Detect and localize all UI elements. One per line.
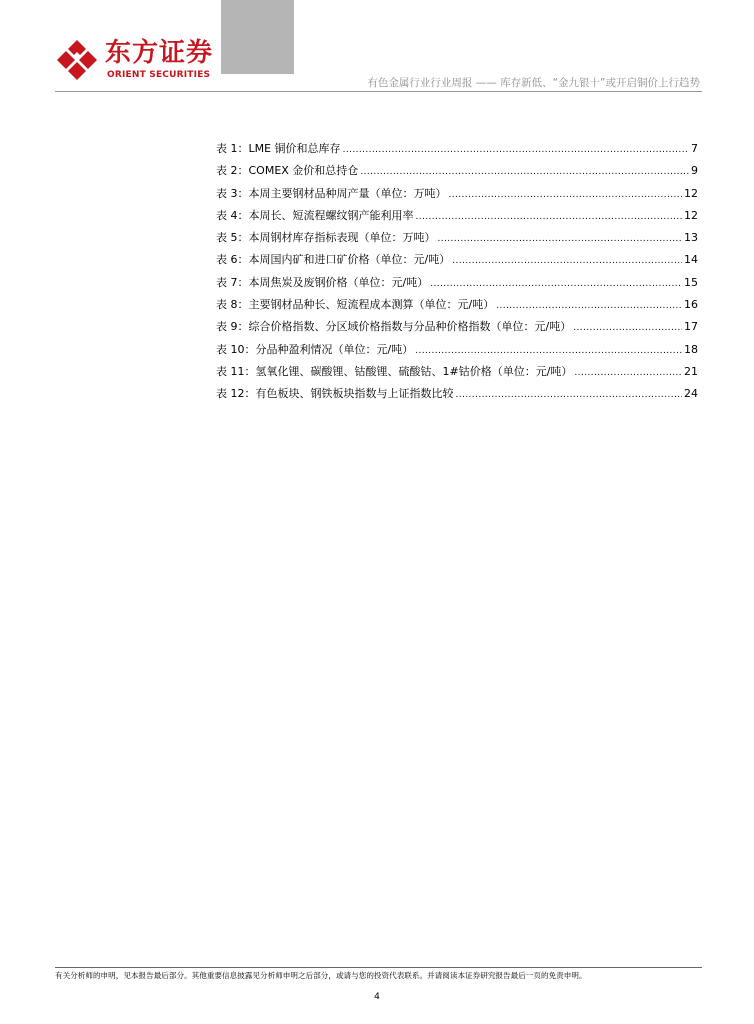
toc-entry-label[interactable]: 表 9：综合价格指数、分区域价格指数与分品种价格指数（单位：元/吨） — [216, 320, 572, 334]
logo-english-name: ORIENT SECURITIES — [107, 70, 211, 80]
toc-dot-leader — [452, 256, 682, 266]
toc-dot-leader — [430, 279, 682, 289]
toc-dot-leader — [496, 301, 682, 311]
toc-entry-label[interactable]: 表 4：本周长、短流程螺纹钢产能利用率 — [216, 208, 414, 222]
toc-entry-page[interactable]: 21 — [684, 364, 698, 378]
page-number: 4 — [374, 992, 380, 1002]
toc-dot-leader — [574, 368, 682, 378]
toc-entry-label[interactable]: 表 1：LME 铜价和总库存 — [216, 142, 341, 155]
toc-entry-page[interactable]: 18 — [684, 342, 698, 356]
toc-dot-leader — [449, 190, 683, 200]
header-gray-tab — [221, 0, 294, 74]
report-header-title — [367, 75, 700, 90]
toc-entry-label[interactable]: 表 7：本周焦炭及废钢价格（单位：元/吨） — [216, 275, 429, 289]
table-of-figures — [216, 140, 698, 408]
toc-entry-label[interactable]: 表 3：本周主要钢材品种周产量（单位：万吨） — [216, 186, 447, 200]
toc-dot-leader — [415, 346, 682, 356]
footer-divider — [55, 967, 702, 968]
toc-entry[interactable] — [216, 363, 698, 385]
footer-disclaimer: 有关分析师的申明，见本报告最后部分。其他重要信息披露见分析师申明之后部分，或请与您的投资代表联系。并请阅读本证券研究报告最后一页的免责申明。 — [55, 971, 587, 980]
toc-entry-label[interactable]: 表 11：氢氧化锂、碳酸锂、钴酸锂、硫酸钴、1#钴价格（单位：元/吨） — [216, 364, 573, 378]
toc-entry-label[interactable]: 表 12：有色板块、钢铁板块指数与上证指数比较 — [216, 387, 454, 401]
orient-logo-icon — [55, 38, 99, 82]
toc-dot-leader — [456, 390, 683, 400]
toc-entry-page[interactable]: 17 — [684, 320, 698, 334]
logo-chinese-name: 东方证券 — [105, 38, 214, 68]
toc-entry[interactable] — [216, 296, 698, 318]
toc-dot-leader — [343, 145, 689, 155]
toc-entry-page[interactable]: 15 — [684, 275, 698, 289]
toc-entry-page[interactable]: 12 — [684, 186, 698, 200]
toc-entry-page[interactable]: 13 — [684, 231, 698, 245]
toc-entry-page[interactable]: 7 — [691, 142, 698, 155]
toc-entry[interactable] — [216, 274, 698, 296]
toc-entry[interactable] — [216, 162, 698, 184]
toc-entry-label[interactable]: 表 8：主要钢材品种长、短流程成本测算（单位：元/吨） — [216, 298, 495, 312]
company-logo — [55, 38, 225, 86]
toc-entry-label[interactable]: 表 5：本周钢材库存指标表现（单位：万吨） — [216, 231, 436, 245]
toc-dot-leader — [416, 212, 683, 222]
toc-dot-leader — [573, 323, 682, 333]
toc-entry[interactable] — [216, 385, 698, 407]
toc-entry[interactable] — [216, 185, 698, 207]
report-subtitle: —— 库存新低、“金九银十”或开启铜价上行趋势 — [475, 77, 700, 89]
toc-entry[interactable] — [216, 341, 698, 363]
toc-entry[interactable] — [216, 207, 698, 229]
toc-entry-page[interactable]: 16 — [684, 298, 698, 312]
toc-entry[interactable] — [216, 251, 698, 273]
toc-entry-label[interactable]: 表 6：本周国内矿和进口矿价格（单位：元/吨） — [216, 253, 451, 267]
toc-entry-page[interactable]: 12 — [684, 208, 698, 222]
report-category: 有色金属行业行业周报 — [367, 77, 473, 89]
header-divider — [55, 91, 702, 92]
toc-entry-page[interactable]: 14 — [684, 253, 698, 267]
toc-entry[interactable] — [216, 140, 698, 162]
toc-dot-leader — [360, 167, 689, 177]
toc-entry-label[interactable]: 表 2：COMEX 金价和总持仓 — [216, 164, 359, 178]
toc-entry[interactable] — [216, 229, 698, 251]
toc-entry[interactable] — [216, 318, 698, 340]
toc-dot-leader — [438, 234, 683, 244]
toc-entry-page[interactable]: 24 — [684, 387, 698, 401]
toc-entry-page[interactable]: 9 — [691, 164, 698, 178]
toc-entry-label[interactable]: 表 10：分品种盈利情况（单位：元/吨） — [216, 342, 414, 356]
